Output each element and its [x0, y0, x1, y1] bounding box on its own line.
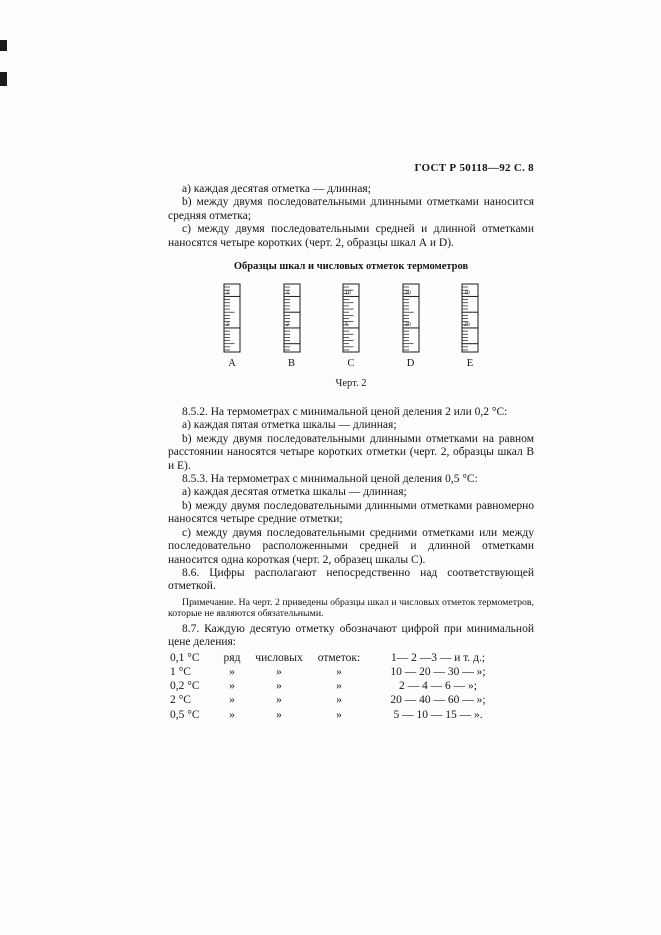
scale-label: Е [466, 358, 474, 370]
thermometer-scale-С [336, 282, 366, 369]
table-cell: » [276, 665, 282, 678]
table-cell: » [276, 680, 282, 693]
svg-text:5: 5 [345, 321, 348, 328]
table-cell: » [229, 665, 235, 678]
list-item-c: с) между двумя последовательными средней и длинной отметками наносятся четыре коротких (черт. 2, образцы шкал А и D). [168, 223, 534, 249]
svg-text:10: 10 [345, 290, 351, 297]
table-cell: » [276, 694, 282, 707]
table-cell: 1 °С [170, 665, 191, 678]
thermometer-scale-Е [455, 282, 485, 369]
table-cell: » [336, 680, 342, 693]
list-item-b: b) между двумя последовательными длинными отметками наносится средняя отметка; [168, 196, 534, 222]
table-cell: 20 — 40 — 60 — »; [390, 694, 486, 707]
table-row [170, 652, 508, 666]
table-row [170, 680, 508, 694]
table-cell: 0,5 °С [170, 708, 200, 721]
table-cell: 0,2 °С [170, 680, 200, 693]
list-item-8-5-2-a: а) каждая пятая отметка шкалы — длинная; [182, 419, 397, 432]
table-cell: 2 — 4 — 6 — »; [399, 680, 477, 693]
scale-label: D [406, 358, 415, 370]
list-item-8-5-3-c: с) между двумя последовательными средними отметками или между последовательно расположенными средней и длинной отметками наносится одна короткая (черт. 2, образец шкалы С). [168, 526, 534, 566]
thermometer-scale-D [396, 282, 426, 369]
page-content [168, 162, 534, 723]
table-cell: 1— 2 —3 — и т. д.; [390, 651, 486, 664]
table-row [170, 709, 508, 723]
figure-title: Образцы шкал и числовых отметок термометров [233, 261, 469, 273]
thermometer-scale-В [277, 282, 307, 369]
table-cell: » [336, 665, 342, 678]
table-cell: » [229, 680, 235, 693]
svg-text:30: 30 [404, 290, 411, 297]
table-cell: числовых [255, 651, 303, 664]
table-cell: » [336, 694, 342, 707]
table-cell: 0,1 °С [170, 651, 200, 664]
svg-text:20: 20 [464, 321, 470, 328]
svg-text:40: 40 [464, 290, 470, 297]
list-item-8-5-2-b: b) между двумя последовательными длинными отметками на равном расстоянии наносятся четыре коротких отметки (черт. 2, образцы шкал В и Е). [168, 432, 534, 472]
table-cell: 5 — 10 — 15 — ». [393, 708, 483, 721]
paragraph-8-7: 8.7. Каждую десятую отметку обозначают цифрой при минимальной цене деления: [168, 622, 534, 649]
registration-mark [0, 40, 7, 51]
numeric-marks-table [170, 652, 508, 723]
svg-text:2: 2 [226, 321, 229, 328]
list-item-8-5-3-b: b) между двумя последовательными длинными отметками равномерно наносятся четыре средние отметки; [168, 499, 534, 526]
thermometer-scales-figure [217, 282, 485, 369]
table-row [170, 666, 508, 680]
registration-mark [0, 72, 7, 86]
doc-reference: ГОСТ Р 50118—92 С. 8 [414, 162, 534, 174]
scale-label: А [228, 358, 236, 370]
paragraph-8-6: 8.6. Цифры располагают непосредственно над соответствующей отметкой. [168, 566, 534, 593]
paragraph-8-5-2: 8.5.2. На термометрах с минимальной ценой деления 2 или 0,2 °С: [182, 406, 508, 419]
figure-caption: Черт. 2 [335, 378, 367, 390]
list-item-a: а) каждая десятая отметка — длинная; [182, 183, 371, 195]
note-paragraph: Примечание. На черт. 2 приведены образцы шкал и числовых отметок термометров, которые не являются обязательными. [168, 596, 534, 620]
list-item-8-5-3-a: а) каждая десятая отметка шкалы — длинная; [182, 486, 407, 499]
table-cell: » [336, 708, 342, 721]
svg-text:2: 2 [285, 321, 289, 328]
table-cell: ряд [223, 651, 241, 664]
table-row [170, 694, 508, 708]
svg-text:4: 4 [285, 290, 289, 297]
scale-label: С [347, 358, 355, 370]
table-cell: 2 °С [170, 694, 191, 707]
paragraph-8-5-3: 8.5.3. На термометрах с минимальной ценой деления 0,5 °С: [182, 473, 478, 486]
scale-label: В [287, 358, 295, 370]
svg-text:20: 20 [404, 321, 411, 328]
table-cell: » [276, 708, 282, 721]
table-cell: » [229, 708, 235, 721]
table-cell: 10 — 20 — 30 — »; [390, 665, 486, 678]
svg-text:3: 3 [226, 290, 229, 297]
thermometer-scale-А [217, 282, 247, 369]
table-cell: отметок: [317, 651, 361, 664]
table-cell: » [229, 694, 235, 707]
